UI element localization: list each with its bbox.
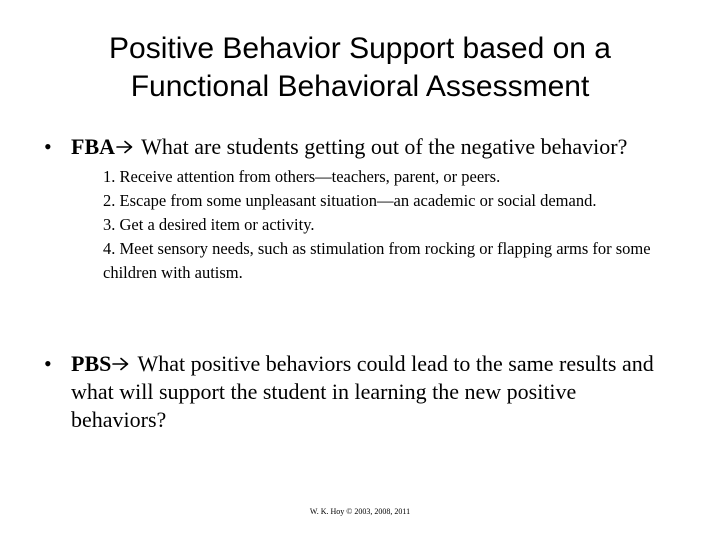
bullet-fba-text xyxy=(71,133,627,161)
bullet-pbs xyxy=(44,350,674,434)
right-arrow-icon xyxy=(116,140,134,154)
fba-item-1: 1. Receive attention from others—teachers, parent, or peers. xyxy=(103,167,501,186)
bullet-fba xyxy=(44,133,694,161)
bullet-pbs-text xyxy=(71,350,674,434)
fba-item-4: 4. Meet sensory needs, such as stimulation from rocking or flapping arms for some children with autism. xyxy=(103,239,651,282)
slide-title xyxy=(0,30,720,106)
fba-item-3: 3. Get a desired item or activity. xyxy=(103,215,315,234)
right-arrow-icon xyxy=(112,357,130,371)
slide-title-line-2: Functional Behavioral Assessment xyxy=(130,70,590,103)
slide-title-line-1: Positive Behavior Support based on a xyxy=(109,32,611,65)
bullet-term-fba: FBA xyxy=(71,134,115,159)
copyright-footer: W. K. Hoy © 2003, 2008, 2011 xyxy=(309,507,411,516)
fba-item-2: 2. Escape from some unpleasant situation—an academic or social demand. xyxy=(103,191,597,210)
fba-function-list xyxy=(103,165,663,285)
bullet-marker: • xyxy=(44,134,52,159)
bullet-question-fba: What are students getting out of the negative behavior? xyxy=(136,134,628,159)
bullet-marker: • xyxy=(44,351,52,376)
bullet-question-pbs: What positive behaviors could lead to the same results and what will support the student in learning the new positive behaviors? xyxy=(71,351,654,432)
bullet-term-pbs: PBS xyxy=(71,351,112,376)
